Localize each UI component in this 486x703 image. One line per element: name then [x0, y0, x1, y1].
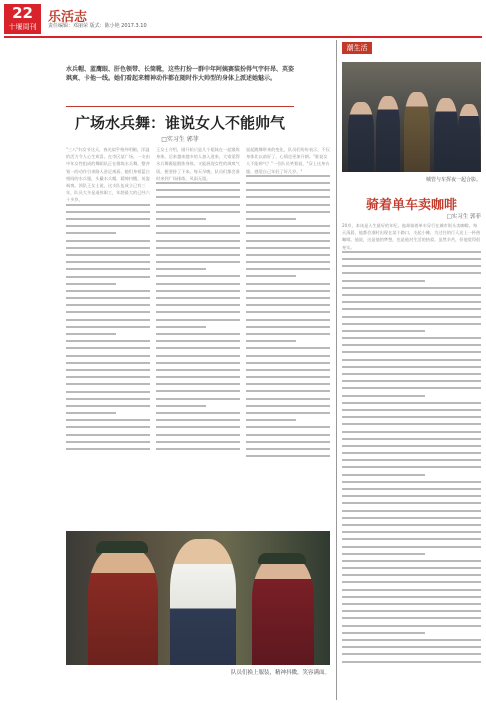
body-text: "三八"妇女节这天，春光似乎格外明媚，洋溢的活力令人心生欢喜。在市区某广场，一支由中年女性组成的舞蹈队正在排练水兵舞，整齐划一的动作引来路人驻足观看。她们身着蓝白相间的水兵服，头戴水兵帽，精神抖擞，英姿飒爽。领队王女士说，这支队伍成立已有三年，队员大多是退休职工，年龄最大的已经六十多岁。 [66, 147, 150, 203]
dancers-photo [66, 531, 330, 665]
article-headline: 广场水兵舞：谁说女人不能帅气 [74, 114, 285, 132]
text-lines [246, 175, 330, 457]
sidebar-byline: □实习生 郭菲 [446, 214, 481, 220]
page-number-box [4, 4, 41, 34]
text-lines [66, 204, 150, 450]
article-lead: 水兵帽、蓝鹰眼、肝色领带、长筒靴，这些打扮一群中年阿姨赛装扮得气宇轩昂、英姿飒爽、卡他一线。她们看起来精神动作都在随时作大帅型的身体上派述她魅示。 [66, 66, 295, 82]
article-body-col1 [66, 146, 150, 524]
publication-name: 十堰周刊 [8, 23, 37, 31]
editor-meta: 责任编辑：邓丽荣 版式：陈小艳 2017.3.10 [48, 23, 147, 29]
dancers-photo-caption: 队员们换上服装，精神抖擞，笑容满面。 [230, 670, 330, 676]
article-byline: □实习生 郭菲 [161, 136, 199, 143]
column-divider [336, 40, 337, 700]
section-tag: 潮生活 [342, 42, 372, 54]
header-rule [4, 36, 482, 38]
body-text: 说起跳舞带来的变化，队员们纷纷表示，不仅身体比以前好了，心情也更加开朗。"谁说女人不能帅气？"一位队员笑着说，"穿上这身衣服，感觉自己年轻了好几岁。" [246, 147, 330, 174]
article-body-col3 [246, 146, 330, 524]
sidebar-body [342, 222, 481, 698]
column-title: 乐活志 [48, 10, 88, 25]
city-patrol-photo [342, 62, 481, 172]
lead-rule [66, 106, 294, 107]
text-lines [156, 182, 240, 450]
city-patrol-photo-caption: 城管与车挥夜一起合影。 [425, 177, 481, 183]
body-text: 20岁，本该是人生最好的年纪，他却骑着单车穿行在城市街头卖咖啡。每天清晨，他都会准时出现在某个路口，支起小摊，为过往的行人送上一杯热咖啡。他说，这是他的梦想，也是他对生活的热爱。虽然辛苦，但他觉得很充实。 [342, 223, 481, 250]
body-text: 王女士介绍，刚开始只是几个姐妹在一起锻炼身体，后来越来越多的人加入进来，大家觉得水兵舞既能锻炼身体，又能展现女性的飒爽气质，便坚持了下来。每天早晚，队员们都会准时来到广场排练，风雨无阻。 [156, 147, 240, 181]
article-body-col2 [156, 146, 240, 524]
sidebar-headline: 骑着单车卖咖啡 [365, 198, 457, 213]
text-lines [342, 251, 481, 663]
page-number: 22 [12, 4, 33, 22]
